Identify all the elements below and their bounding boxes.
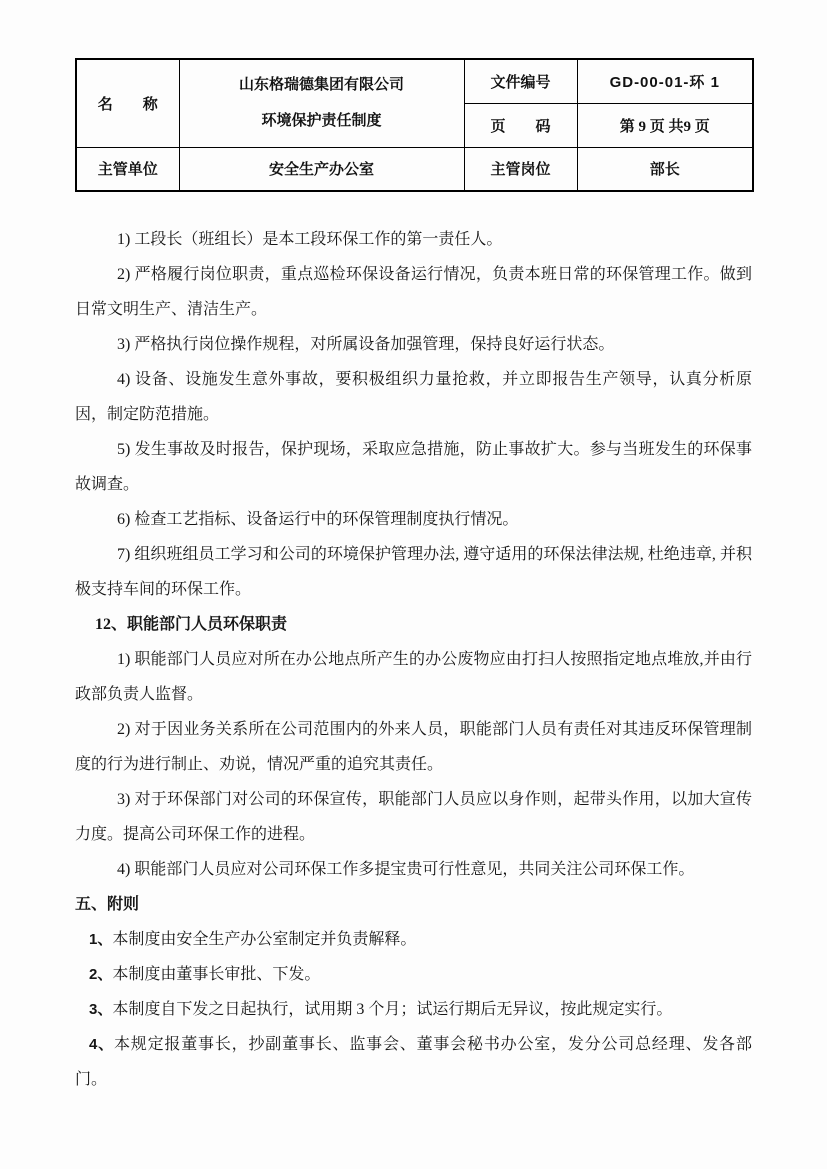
- appendix-item-text: 本制度由董事长审批、下发。: [112, 966, 321, 983]
- page-label-cell: 页 码: [464, 103, 577, 147]
- page-value-cell: 第 9 页 共9 页: [577, 103, 753, 147]
- section-heading-appendix: 五、附则: [75, 896, 140, 913]
- doc-no-label-cell: 文件编号: [464, 59, 577, 103]
- paragraph: 4) 设备、设施发生意外事故，要积极组织力量抢救，并立即报告生产领导，认真分析原因，制定防范措施。: [75, 371, 752, 423]
- appendix-item-text: 本制度自下发之日起执行，试用期 3 个月；试运行期后无异议，按此规定实行。: [112, 1001, 673, 1018]
- appendix-item: [75, 992, 752, 1027]
- paragraph: 6) 检查工艺指标、设备运行中的环保管理制度执行情况。: [117, 511, 519, 528]
- appendix-item-number: 3、: [89, 1001, 113, 1018]
- appendix-item-number: 4、: [89, 1036, 114, 1053]
- company-name: 山东格瑞德集团有限公司: [238, 77, 404, 94]
- paragraph: 2) 对于因业务关系所在公司范围内的外来人员，职能部门人员有责任对其违反环保管理制度的行为进行制止、劝说，情况严重的追究其责任。: [75, 721, 752, 773]
- appendix-item: [75, 957, 752, 992]
- document-title: 环境保护责任制度: [261, 113, 382, 130]
- post-label-cell: 主管岗位: [464, 147, 577, 191]
- paragraph: 4) 职能部门人员应对公司环保工作多提宝贵可行性意见，共同关注公司环保工作。: [117, 861, 695, 878]
- paragraph: 7) 组织班组员工学习和公司的环境保护管理办法, 遵守适用的环保法律法规, 杜绝违章, 并积极支持车间的环保工作。: [75, 546, 752, 598]
- post-value-cell: 部长: [577, 147, 753, 191]
- unit-value-cell: 安全生产办公室: [179, 147, 464, 191]
- section-heading-12: 12、职能部门人员环保职责: [95, 616, 288, 633]
- doc-no-value-cell: GD-00-01-环 1: [577, 59, 753, 103]
- appendix-item-text: 本制度由安全生产办公室制定并负责解释。: [112, 931, 417, 948]
- document-body: [75, 222, 752, 1097]
- paragraph: 2) 严格履行岗位职责，重点巡检环保设备运行情况，负责本班日常的环保管理工作。做到日常文明生产、清洁生产。: [75, 266, 752, 318]
- paragraph: 3) 对于环保部门对公司的环保宣传，职能部门人员应以身作则，起带头作用，以加大宣传力度。提高公司环保工作的进程。: [75, 791, 752, 843]
- appendix-item: [75, 1027, 752, 1097]
- appendix-item-number: 1、: [89, 931, 113, 948]
- company-title-cell: [179, 59, 464, 147]
- paragraph: 5) 发生事故及时报告，保护现场，采取应急措施，防止事故扩大。参与当班发生的环保事故调查。: [75, 441, 752, 493]
- paragraph: 1) 职能部门人员应对所在办公地点所产生的办公废物应由打扫人按照指定地点堆放,并由行政部负责人监督。: [75, 651, 752, 703]
- appendix-item: [75, 922, 752, 957]
- paragraph: 1) 工段长（班组长）是本工段环保工作的第一责任人。: [117, 231, 503, 248]
- name-label-cell: 名 称: [76, 59, 179, 147]
- appendix-item-text: 本规定报董事长，抄副董事长、监事会、董事会秘书办公室，发分公司总经理、发各部门。: [75, 1036, 752, 1088]
- paragraph: 3) 严格执行岗位操作规程，对所属设备加强管理，保持良好运行状态。: [117, 336, 615, 353]
- unit-label-cell: 主管单位: [76, 147, 179, 191]
- appendix-item-number: 2、: [89, 966, 113, 983]
- header-table: [75, 58, 754, 192]
